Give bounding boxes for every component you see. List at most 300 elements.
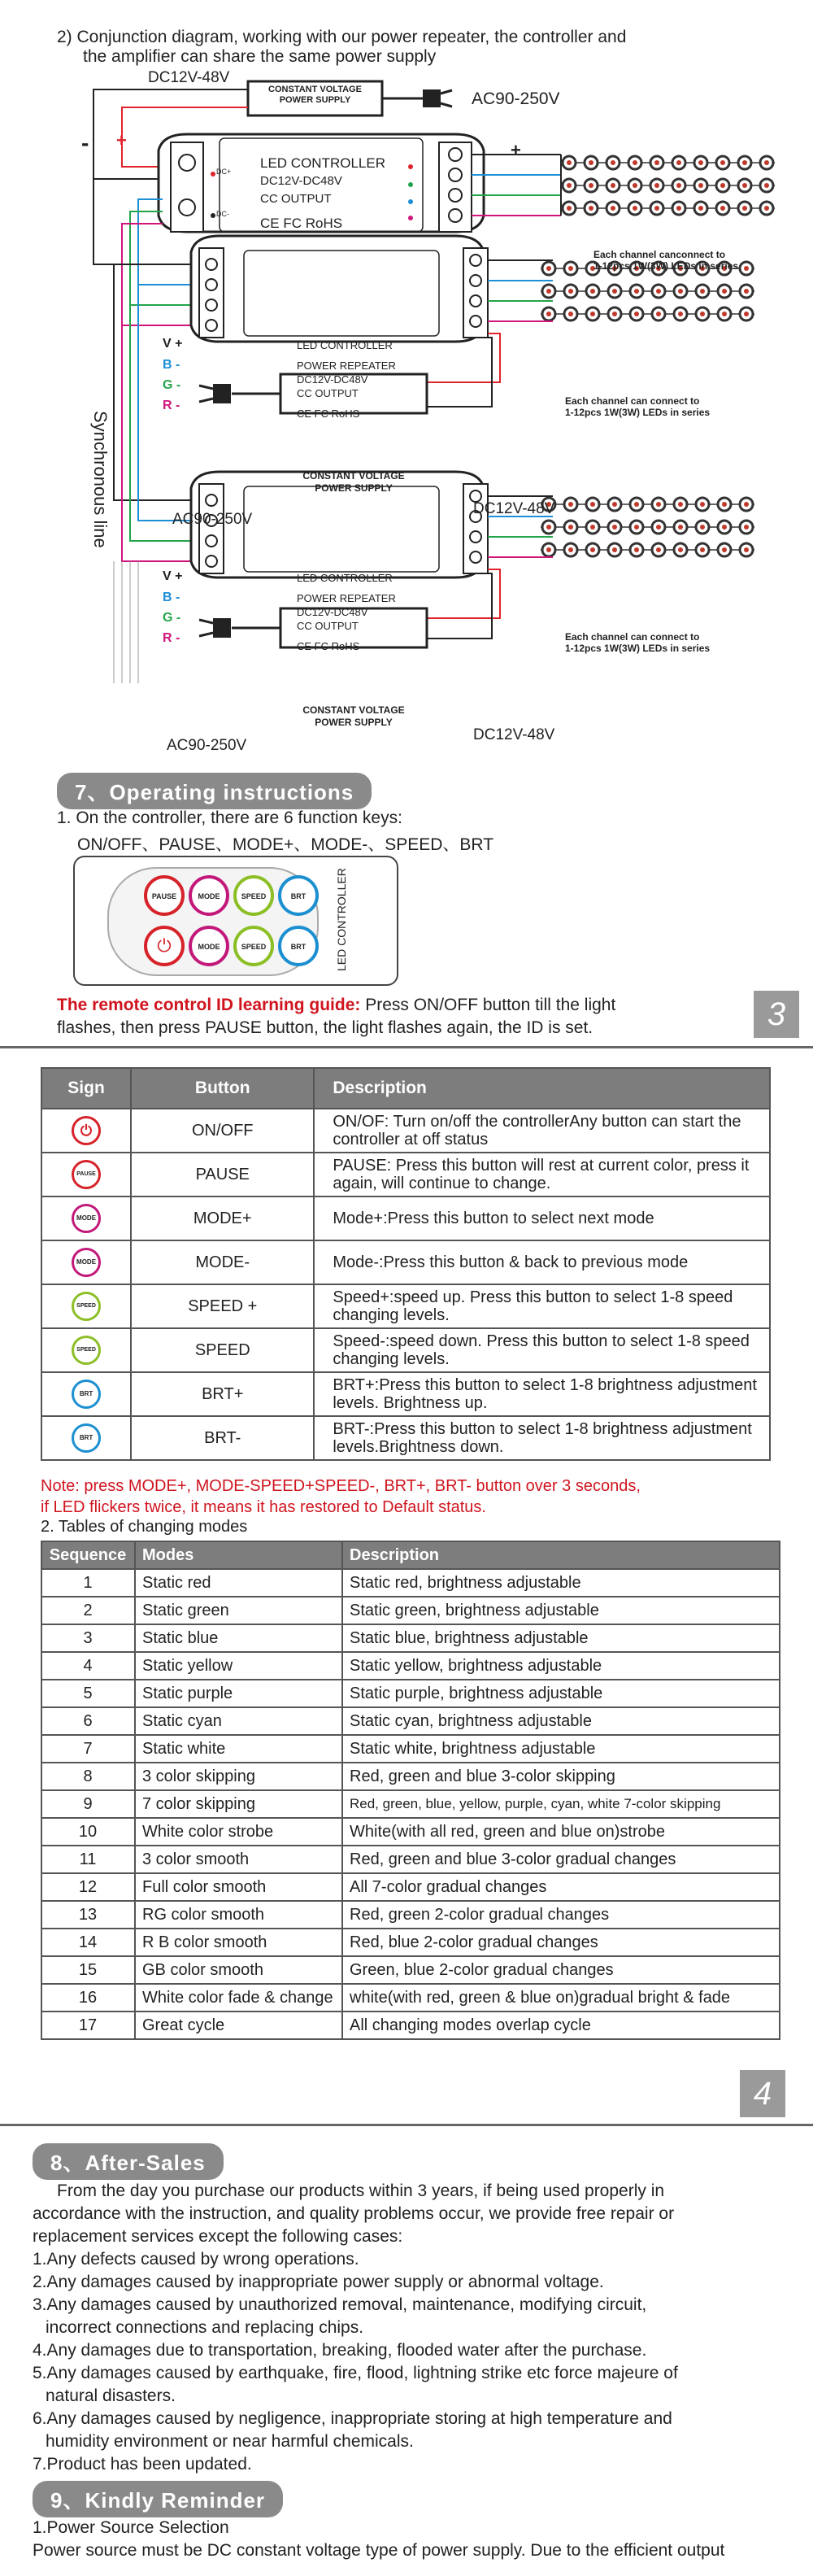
remote-key-mode-plus[interactable]: MODE xyxy=(189,875,229,916)
led-note-mid-line2: 1-12pcs 1W(3W) LEDs in series xyxy=(565,407,711,418)
pause-icon: PAUSE xyxy=(72,1160,101,1189)
section9-title: 9、Kindly Reminder xyxy=(33,2481,283,2517)
modes-header-modes: Modes xyxy=(135,1541,342,1569)
after-sales-item-6b: humidity environment or near harmful chemicals. xyxy=(46,2432,414,2451)
modes-mode-cell: Full color smooth xyxy=(135,1873,342,1901)
modes-sequence-cell: 7 xyxy=(41,1735,135,1763)
led-core-icon xyxy=(722,312,727,316)
led-note-top xyxy=(593,249,738,272)
modes-table xyxy=(41,1541,780,2040)
rminus-1: R - xyxy=(163,399,180,412)
led-core-icon xyxy=(546,289,551,294)
led-core-icon xyxy=(742,183,747,188)
modes-table-row xyxy=(41,1790,780,1818)
plug-2-icon xyxy=(199,618,280,638)
remote-control xyxy=(73,856,398,986)
modes-caption: 2. Tables of changing modes xyxy=(41,1518,248,1536)
remote-key-speed-minus[interactable]: SPEED xyxy=(233,926,274,966)
modes-table-row xyxy=(41,1597,780,1624)
keys-table-row xyxy=(41,1153,770,1196)
modes-description-cell: white(with red, green & blue on)gradual bright & fade xyxy=(342,1984,780,2012)
led-core-icon xyxy=(611,206,615,211)
repeater-2-voltage: DC12V-DC48V xyxy=(297,606,368,618)
after-sales-item-3b: incorrect connections and replacing chips. xyxy=(46,2318,364,2337)
modes-table-row xyxy=(41,1763,780,1790)
bminus-2: B - xyxy=(163,591,180,604)
remote-key-brt-plus[interactable]: BRT xyxy=(278,875,319,916)
keys-table-row xyxy=(41,1196,770,1240)
modes-description-cell: Red, green and blue 3-color skipping xyxy=(342,1763,780,1790)
keys-description-cell: BRT+:Press this button to select 1-8 brightness adjustment levels. Brightness up. xyxy=(314,1372,770,1416)
page-divider-2 xyxy=(0,2124,813,2126)
keys-description-cell: PAUSE: Press this button will rest at current color, press it again, will continue to change. xyxy=(314,1153,770,1196)
modes-description-cell: Red, green and blue 3-color gradual changes xyxy=(342,1846,780,1873)
mode-minus-icon: MODE xyxy=(72,1248,101,1277)
led-core-icon xyxy=(590,289,595,294)
main-controller-text xyxy=(260,155,385,233)
led-core-icon xyxy=(612,289,617,294)
modes-sequence-cell: 4 xyxy=(41,1652,135,1680)
page-number-3: 3 xyxy=(754,991,799,1038)
repeater-1 xyxy=(191,236,488,342)
modes-description-cell: Static red, brightness adjustable xyxy=(342,1569,780,1597)
led-core-icon xyxy=(744,266,749,271)
keys-sign-cell xyxy=(41,1372,131,1416)
modes-table-row xyxy=(41,1624,780,1652)
keys-description-cell: Mode-:Press this button & back to previous mode xyxy=(314,1240,770,1284)
modes-description-cell: Static yellow, brightness adjustable xyxy=(342,1652,780,1680)
modes-table-row xyxy=(41,1846,780,1873)
power-icon: ⏻ xyxy=(72,1116,101,1145)
dc-plus-label: DC+ xyxy=(216,168,232,176)
gminus-1: G - xyxy=(163,378,181,392)
psu-top-line1: CONSTANT VOLTAGE xyxy=(268,85,362,94)
led-core-icon xyxy=(744,547,749,552)
diagram-heading-line2: the amplifier can share the same power supply xyxy=(83,47,437,66)
led-core-icon xyxy=(546,266,551,271)
led-core-icon xyxy=(678,502,683,507)
psu-2-label xyxy=(280,704,427,729)
after-sales-item-4: 4.Any damages due to transportation, breaking, flooded water after the purchase. xyxy=(33,2341,647,2360)
led-note-bot xyxy=(565,631,710,654)
repeater-1-text xyxy=(297,338,396,421)
modes-description-cell: All changing modes overlap cycle xyxy=(342,2012,780,2039)
modes-sequence-cell: 13 xyxy=(41,1901,135,1929)
led-core-icon xyxy=(656,312,661,316)
section7-title: 7、Operating instructions xyxy=(57,773,372,809)
dc-label-top: DC12V-48V xyxy=(148,69,230,86)
repeater-1-title: LED CONTROLLER xyxy=(297,339,393,351)
psu-1-line1: CONSTANT VOLTAGE xyxy=(302,470,405,482)
repeater-1-rohs: CE FC RoHS xyxy=(297,408,360,420)
modes-description-cell: Static purple, brightness adjustable xyxy=(342,1680,780,1707)
led-core-icon xyxy=(590,502,595,507)
section9-body xyxy=(33,2484,797,2562)
modes-table-row xyxy=(41,1707,780,1735)
controller-voltage: DC12V-DC48V xyxy=(260,174,342,188)
led-core-icon xyxy=(612,525,617,530)
modes-table-row xyxy=(41,2012,780,2039)
psu-top-line2: POWER SUPPLY xyxy=(279,95,351,105)
led-core-icon xyxy=(568,525,573,530)
led-core-icon xyxy=(742,160,747,165)
remote-key-pause[interactable]: PAUSE xyxy=(144,875,185,916)
vplus-2: V + xyxy=(163,569,183,583)
led-core-icon xyxy=(720,160,725,165)
led-note-mid xyxy=(565,395,710,418)
gminus-2: G - xyxy=(163,611,181,625)
modes-mode-cell: White color fade & change xyxy=(135,1984,342,2012)
modes-description-cell: Green, blue 2-color gradual changes xyxy=(342,1956,780,1984)
after-sales-item-6: 6.Any damages caused by negligence, inappropriate storing at high temperature and xyxy=(33,2409,672,2428)
modes-sequence-cell: 8 xyxy=(41,1763,135,1790)
section8-intro2: accordance with the instruction, and quality problems occur, we provide free repair or xyxy=(33,2204,675,2223)
ac-label-2: AC90-250V xyxy=(167,737,247,754)
led-core-icon xyxy=(698,206,703,211)
page-number-4: 4 xyxy=(740,2070,785,2117)
led-note-top-line2: 1-12pcs 1W(3W) LEDs in series xyxy=(593,260,739,272)
guide-bold: The remote control ID learning guide: xyxy=(57,996,361,1014)
speed-minus-icon: SPEED xyxy=(72,1336,101,1365)
bminus-1: B - xyxy=(163,358,180,372)
keys-description-cell: Mode+:Press this button to select next mode xyxy=(314,1196,770,1240)
modes-sequence-cell: 6 xyxy=(41,1707,135,1735)
modes-description-cell: All 7-color gradual changes xyxy=(342,1873,780,1901)
after-sales-item-5b: natural disasters. xyxy=(46,2386,176,2405)
keys-sign-cell xyxy=(41,1284,131,1328)
modes-table-row xyxy=(41,1873,780,1901)
repeater-1-name: POWER REPEATER xyxy=(297,360,396,372)
modes-mode-cell: R B color smooth xyxy=(135,1929,342,1956)
led-core-icon xyxy=(700,312,705,316)
led-array-bottom xyxy=(541,498,754,556)
led-core-icon xyxy=(656,502,661,507)
led-core-icon xyxy=(700,525,705,530)
keys-sign-cell xyxy=(41,1109,131,1153)
led-core-icon xyxy=(764,206,769,211)
modes-mode-cell: Static blue xyxy=(135,1624,342,1652)
led-core-icon xyxy=(676,160,681,165)
led-core-icon xyxy=(744,289,749,294)
led-core-icon xyxy=(678,525,683,530)
modes-table-row xyxy=(41,1929,780,1956)
keys-sign-cell xyxy=(41,1153,131,1196)
led-note-bot-line1: Each channel can connect to xyxy=(565,631,700,643)
modes-sequence-cell: 11 xyxy=(41,1846,135,1873)
plus-sign-right: + xyxy=(511,140,521,160)
modes-sequence-cell: 15 xyxy=(41,1956,135,1984)
modes-sequence-cell: 9 xyxy=(41,1790,135,1818)
led-core-icon xyxy=(590,547,595,552)
led-core-icon xyxy=(656,289,661,294)
keys-description-cell: Speed-:speed down. Press this button to select 1-8 speed changing levels. xyxy=(314,1328,770,1372)
repeater-2-rohs: CE FC RoHS xyxy=(297,640,360,652)
led-core-icon xyxy=(612,502,617,507)
keys-sign-cell xyxy=(41,1328,131,1372)
section9-sub: 1.Power Source Selection xyxy=(33,2518,229,2537)
keys-table-row xyxy=(41,1284,770,1328)
note-line1: Note: press MODE+, MODE-SPEED+SPEED-, BRT+, BRT- button over 3 seconds, xyxy=(41,1477,641,1495)
modes-sequence-cell: 1 xyxy=(41,1569,135,1597)
section8-intro1: From the day you purchase our products within 3 years, if being used properly in xyxy=(57,2182,665,2200)
modes-description-cell: Static blue, brightness adjustable xyxy=(342,1624,780,1652)
note-line2: if LED flickers twice, it means it has restored to Default status. xyxy=(41,1498,486,1516)
led-core-icon xyxy=(567,206,572,211)
modes-header-sequence: Sequence xyxy=(41,1541,135,1569)
after-sales-item-1: 1.Any defects caused by wrong operations. xyxy=(33,2250,359,2269)
led-core-icon xyxy=(722,289,727,294)
modes-description-cell: Static white, brightness adjustable xyxy=(342,1735,780,1763)
repeater-2-text xyxy=(297,571,396,653)
note-text xyxy=(41,1475,641,1518)
led-core-icon xyxy=(744,525,749,530)
led-core-icon xyxy=(612,312,617,316)
repeater-1-voltage: DC12V-DC48V xyxy=(297,373,368,386)
modes-table-row xyxy=(41,1652,780,1680)
led-core-icon xyxy=(744,312,749,316)
led-core-icon xyxy=(678,547,683,552)
led-core-icon xyxy=(568,289,573,294)
led-core-icon xyxy=(700,289,705,294)
section8-body xyxy=(33,2180,780,2476)
keys-table xyxy=(41,1067,771,1461)
modes-mode-cell: RG color smooth xyxy=(135,1901,342,1929)
controller-rohs: CE FC RoHS xyxy=(260,216,343,231)
keys-button-cell: ON/OFF xyxy=(131,1109,314,1153)
led-core-icon xyxy=(567,183,572,188)
keys-sign-cell xyxy=(41,1196,131,1240)
repeater-2-output: CC OUTPUT xyxy=(297,620,359,632)
led-core-icon xyxy=(568,312,573,316)
modes-mode-cell: Static green xyxy=(135,1597,342,1624)
keys-button-cell: SPEED + xyxy=(131,1284,314,1328)
led-core-icon xyxy=(654,206,659,211)
psu-2-line1: CONSTANT VOLTAGE xyxy=(302,704,405,716)
led-core-icon xyxy=(611,160,615,165)
keys-sign-cell xyxy=(41,1416,131,1460)
modes-description-cell: Static green, brightness adjustable xyxy=(342,1597,780,1624)
led-core-icon xyxy=(633,183,637,188)
plus-sign: + xyxy=(116,130,127,150)
page-divider-1 xyxy=(0,1046,813,1048)
section9-p1: Power source must be DC constant voltage type of power supply. Due to the efficient output xyxy=(33,2541,725,2560)
modes-mode-cell: 3 color skipping xyxy=(135,1763,342,1790)
remote-label: LED CONTROLLER xyxy=(335,868,348,971)
modes-description-cell: Red, blue 2-color gradual changes xyxy=(342,1929,780,1956)
modes-sequence-cell: 16 xyxy=(41,1984,135,2012)
keys-table-header xyxy=(41,1068,770,1109)
psu-1-line2: POWER SUPPLY xyxy=(315,482,393,494)
dc-label-2: DC12V-48V xyxy=(473,726,555,743)
guide-rest: Press ON/OFF button till the light xyxy=(360,996,616,1014)
modes-table-row xyxy=(41,1818,780,1846)
psu-1-label xyxy=(280,470,427,495)
repeater-1-output: CC OUTPUT xyxy=(297,387,359,399)
remote-key-mode-minus[interactable]: MODE xyxy=(189,926,229,966)
minus-sign: - xyxy=(81,130,89,155)
ac-label-1: AC90-250V xyxy=(172,511,253,528)
mode-plus-icon: MODE xyxy=(72,1204,101,1233)
speed-plus-icon: SPEED xyxy=(72,1292,101,1321)
modes-description-cell: Red, green, blue, yellow, purple, cyan, white 7-color skipping xyxy=(342,1790,780,1818)
led-core-icon xyxy=(546,525,551,530)
led-note-mid-line1: Each channel can connect to xyxy=(565,395,700,407)
modes-table-row xyxy=(41,1901,780,1929)
led-core-icon xyxy=(764,160,769,165)
led-core-icon xyxy=(589,183,593,188)
modes-table-row xyxy=(41,1956,780,1984)
after-sales-item-7: 7.Product has been updated. xyxy=(33,2455,252,2474)
dc-minus-label: DC- xyxy=(216,210,229,218)
led-core-icon xyxy=(612,547,617,552)
modes-description-cell: Red, green 2-color gradual changes xyxy=(342,1901,780,1929)
led-core-icon xyxy=(742,206,747,211)
modes-mode-cell: Static white xyxy=(135,1735,342,1763)
sync-line-label: Synchronous line xyxy=(90,411,111,548)
dc-label-1: DC12V-48V xyxy=(473,500,555,517)
keys-button-cell: BRT- xyxy=(131,1416,314,1460)
led-core-icon xyxy=(676,183,681,188)
led-core-icon xyxy=(744,502,749,507)
led-core-icon xyxy=(656,525,661,530)
repeater-2-title: LED CONTROLLER xyxy=(297,572,393,584)
led-core-icon xyxy=(568,547,573,552)
led-core-icon xyxy=(590,525,595,530)
repeater-2-name: POWER REPEATER xyxy=(297,592,396,604)
psu-top-label xyxy=(248,85,382,106)
keys-header-description: Description xyxy=(314,1068,770,1109)
led-note-top-line1: Each channel canconnect to xyxy=(593,249,726,260)
keys-table-row xyxy=(41,1240,770,1284)
modes-mode-cell: Static yellow xyxy=(135,1652,342,1680)
led-core-icon xyxy=(589,206,593,211)
keys-header-sign: Sign xyxy=(41,1068,131,1109)
led-core-icon xyxy=(676,206,681,211)
modes-sequence-cell: 3 xyxy=(41,1624,135,1652)
rminus-2: R - xyxy=(163,631,180,645)
led-core-icon xyxy=(698,160,703,165)
plug-1-icon xyxy=(199,384,280,403)
led-core-icon xyxy=(568,502,573,507)
keys-table-row xyxy=(41,1328,770,1372)
remote-key-speed-plus[interactable]: SPEED xyxy=(233,875,274,916)
modes-table-row xyxy=(41,1569,780,1597)
guide-line2: flashes, then press PAUSE button, the light flashes again, the ID is set. xyxy=(57,1018,593,1037)
diagram-heading-line1: 2) Conjunction diagram, working with our power repeater, the controller and xyxy=(57,28,627,46)
section8-intro3: replacement services except the following cases: xyxy=(33,2227,403,2246)
modes-mode-cell: Great cycle xyxy=(135,2012,342,2039)
led-core-icon xyxy=(654,160,659,165)
keys-button-cell: MODE+ xyxy=(131,1196,314,1240)
vplus-1: V + xyxy=(163,337,183,351)
modes-mode-cell: White color strobe xyxy=(135,1818,342,1846)
led-core-icon xyxy=(720,206,725,211)
led-core-icon xyxy=(589,160,593,165)
section7-line1: 1. On the controller, there are 6 function keys: xyxy=(57,809,402,827)
keys-description-cell: BRT-:Press this button to select 1-8 brightness adjustment levels.Brightness down. xyxy=(314,1416,770,1460)
led-core-icon xyxy=(722,502,727,507)
led-core-icon xyxy=(633,206,637,211)
ac-label-top: AC90-250V xyxy=(472,89,560,108)
keys-button-cell: SPEED xyxy=(131,1328,314,1372)
led-core-icon xyxy=(722,547,727,552)
keys-sign-cell xyxy=(41,1240,131,1284)
led-core-icon xyxy=(634,502,639,507)
brt-minus-icon: BRT xyxy=(72,1423,101,1453)
led-core-icon xyxy=(634,289,639,294)
keys-table-row xyxy=(41,1109,770,1153)
keys-table-row xyxy=(41,1372,770,1416)
keys-header-button: Button xyxy=(131,1068,314,1109)
modes-mode-cell: Static purple xyxy=(135,1680,342,1707)
remote-key-power[interactable]: ⏻ xyxy=(144,926,185,966)
controller-title: LED CONTROLLER xyxy=(260,155,385,171)
id-learning-guide xyxy=(57,994,707,1040)
led-core-icon xyxy=(698,183,703,188)
modes-sequence-cell: 14 xyxy=(41,1929,135,1956)
led-core-icon xyxy=(611,183,615,188)
led-core-icon xyxy=(700,547,705,552)
led-core-icon xyxy=(568,266,573,271)
diagram-heading xyxy=(57,28,772,67)
modes-mode-cell: Static cyan xyxy=(135,1707,342,1735)
after-sales-item-2: 2.Any damages caused by inappropriate power supply or abnormal voltage. xyxy=(33,2273,604,2291)
led-core-icon xyxy=(634,312,639,316)
keys-table-row xyxy=(41,1416,770,1460)
modes-mode-cell: GB color smooth xyxy=(135,1956,342,1984)
modes-description-cell: White(with all red, green and blue on)strobe xyxy=(342,1818,780,1846)
led-core-icon xyxy=(634,525,639,530)
modes-mode-cell: Static red xyxy=(135,1569,342,1597)
modes-mode-cell: 3 color smooth xyxy=(135,1846,342,1873)
led-core-icon xyxy=(656,547,661,552)
modes-mode-cell: 7 color skipping xyxy=(135,1790,342,1818)
led-core-icon xyxy=(633,160,637,165)
modes-sequence-cell: 2 xyxy=(41,1597,135,1624)
keys-button-cell: BRT+ xyxy=(131,1372,314,1416)
keys-button-cell: MODE- xyxy=(131,1240,314,1284)
section7-line2: ON/OFF、PAUSE、MODE+、MODE-、SPEED、BRT xyxy=(77,835,494,854)
led-core-icon xyxy=(634,547,639,552)
led-core-icon xyxy=(722,525,727,530)
led-core-icon xyxy=(546,547,551,552)
modes-table-header xyxy=(41,1541,780,1569)
led-core-icon xyxy=(678,289,683,294)
modes-sequence-cell: 17 xyxy=(41,2012,135,2039)
led-core-icon xyxy=(567,160,572,165)
modes-table-row xyxy=(41,1984,780,2012)
remote-key-brt-minus[interactable]: BRT xyxy=(278,926,319,966)
brt-plus-icon: BRT xyxy=(72,1380,101,1409)
keys-description-cell: ON/OF: Turn on/off the controllerAny button can start the controller at off status xyxy=(314,1109,770,1153)
led-core-icon xyxy=(720,183,725,188)
keys-button-cell: PAUSE xyxy=(131,1153,314,1196)
modes-sequence-cell: 10 xyxy=(41,1818,135,1846)
modes-header-description: Description xyxy=(342,1541,780,1569)
modes-table-row xyxy=(41,1680,780,1707)
modes-sequence-cell: 5 xyxy=(41,1680,135,1707)
led-core-icon xyxy=(700,502,705,507)
led-core-icon xyxy=(678,312,683,316)
after-sales-item-3: 3.Any damages caused by unauthorized removal, maintenance, modifying circuit, xyxy=(33,2295,647,2314)
keys-description-cell: Speed+:speed up. Press this button to select 1-8 speed changing levels. xyxy=(314,1284,770,1328)
after-sales-item-5: 5.Any damages caused by earthquake, fire, flood, lightning strike etc force majeure of xyxy=(33,2364,678,2382)
plug-top-icon xyxy=(382,89,452,107)
led-core-icon xyxy=(654,183,659,188)
psu-2-line2: POWER SUPPLY xyxy=(315,717,393,728)
modes-description-cell: Static cyan, brightness adjustable xyxy=(342,1707,780,1735)
led-array-top xyxy=(561,156,775,215)
